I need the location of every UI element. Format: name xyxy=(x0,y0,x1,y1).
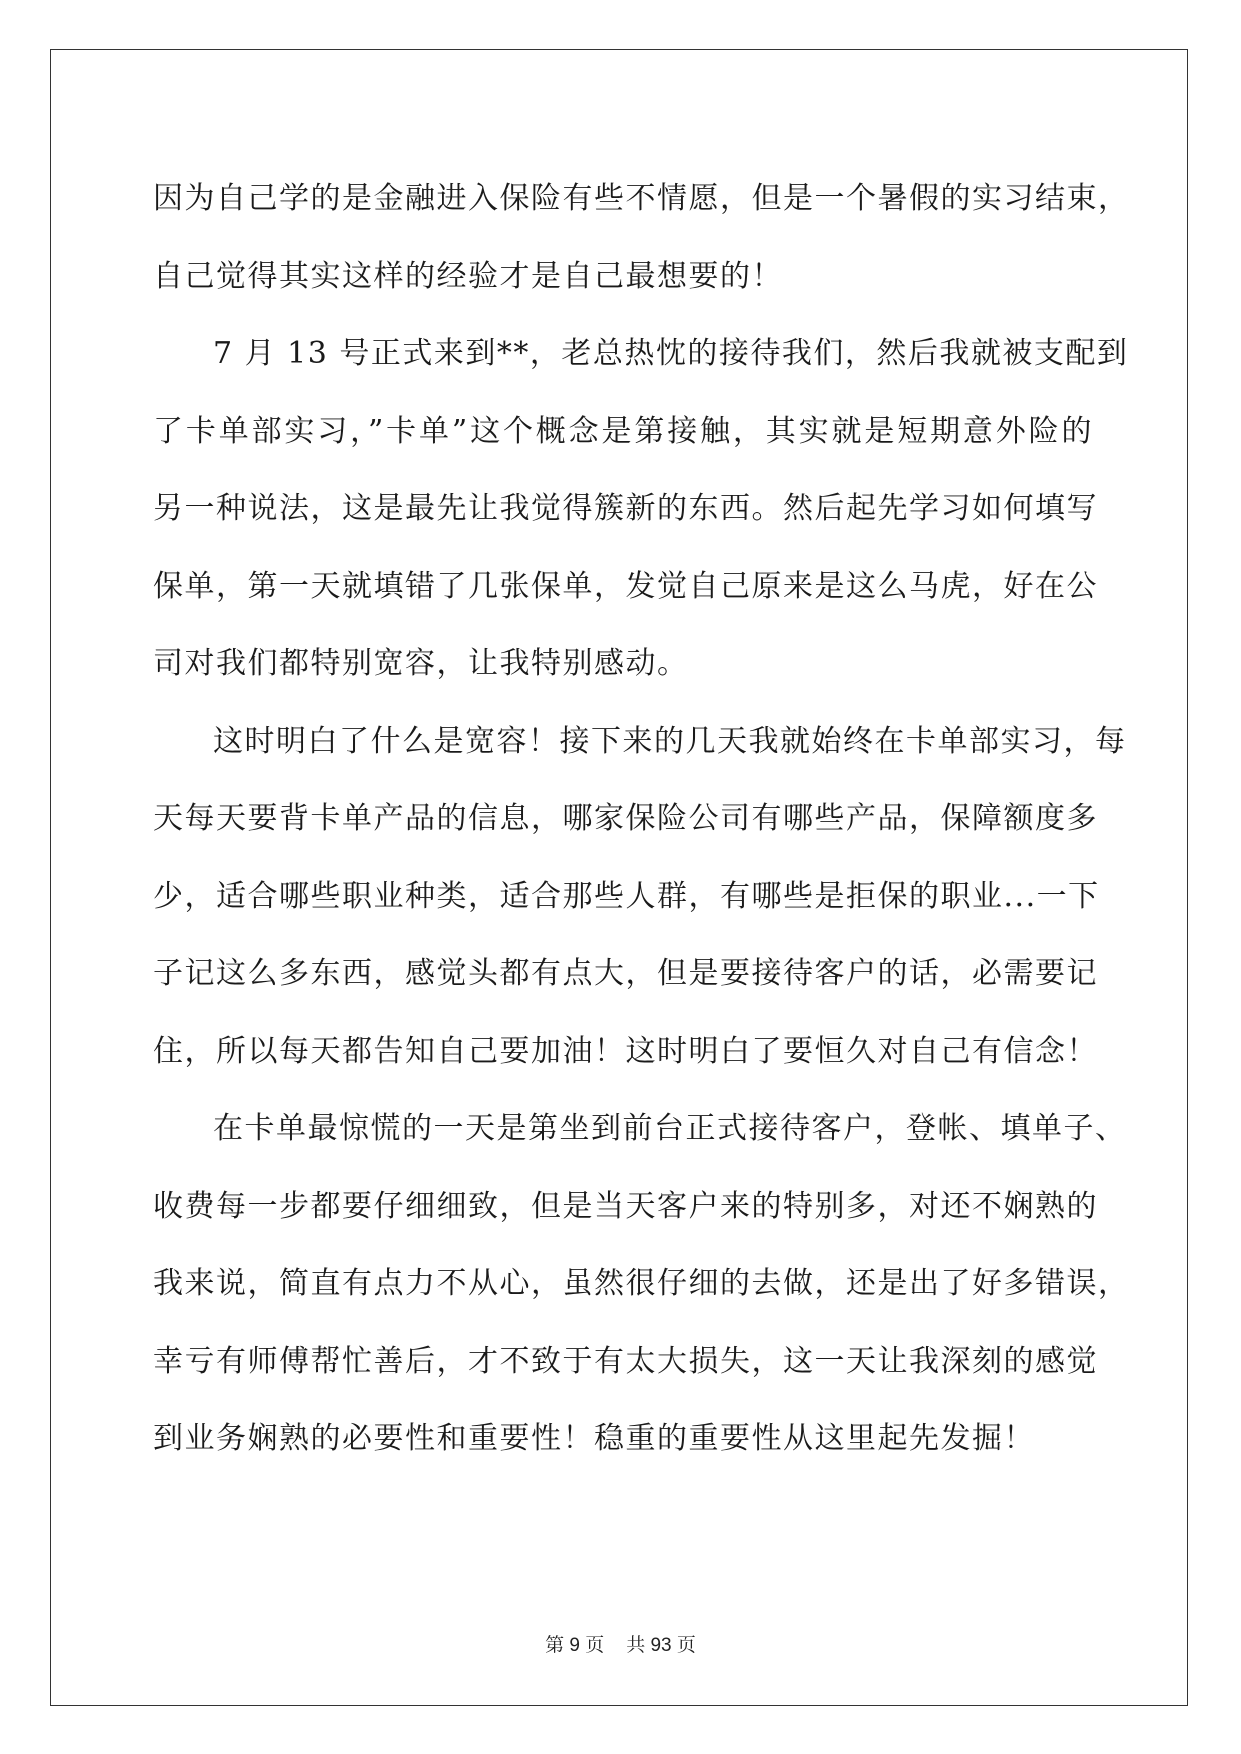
text-line: 自己觉得其实这样的经验才是自己最想要的！ xyxy=(153,258,783,294)
text-line: 到业务娴熟的必要性和重要性！稳重的重要性从这里起先发掘！ xyxy=(153,1421,1035,1456)
text-line: 我来说，简直有点力不从心，虽然很仔细的去做，还是出了好多错误， xyxy=(153,1266,1130,1301)
text-line: 子记这么多东西，感觉头都有点大，但是要接待客户的话，必需要记 xyxy=(153,956,1098,991)
text-line: 因为自己学的是金融进入保险有些不情愿，但是一个暑假的实习结束， xyxy=(153,181,1130,216)
page-number: 第 9 页 xyxy=(545,1635,605,1656)
text-line: 收费每一步都要仔细细致，但是当天客户来的特别多，对还不娴熟的 xyxy=(153,1188,1098,1224)
text-line: 另一种说法，这是最先让我觉得簇新的东西。然后起先学习如何填写 xyxy=(153,491,1098,526)
text-line: 保单，第一天就填错了几张保单，发觉自己原来是这么马虎，好在公 xyxy=(153,568,1098,604)
text-line: 这时明白了什么是宽容！接下来的几天我就始终在卡单部实习，每 xyxy=(213,723,1127,759)
text-line: 司对我们都特别宽容，让我特别感动。 xyxy=(153,646,689,681)
text-line: 住，所以每天都告知自己要加油！这时明白了要恒久对自己有信念！ xyxy=(153,1033,1098,1069)
text-line: 在卡单最惊慌的一天是第坐到前台正式接待客户，登帐、填单子、 xyxy=(213,1111,1127,1146)
document-body xyxy=(153,160,1130,1478)
text-line: 幸亏有师傅帮忙善后，才不致于有太大损失，这一天让我深刻的感觉 xyxy=(153,1343,1098,1379)
text-line: 天每天要背卡单产品的信息，哪家保险公司有哪些产品，保障额度多 xyxy=(153,801,1098,836)
text-line: 少，适合哪些职业种类，适合那些人群，有哪些是拒保的职业...一下 xyxy=(153,878,1100,914)
text-line: 了卡单部实习，”卡单”这个概念是第接触，其实就是短期意外险的 xyxy=(153,413,1093,449)
page-footer xyxy=(0,1630,1241,1657)
page-total: 共 93 页 xyxy=(626,1635,696,1656)
text-line: 7 月 13 号正式来到**，老总热忱的接待我们，然后我就被支配到 xyxy=(213,336,1129,371)
